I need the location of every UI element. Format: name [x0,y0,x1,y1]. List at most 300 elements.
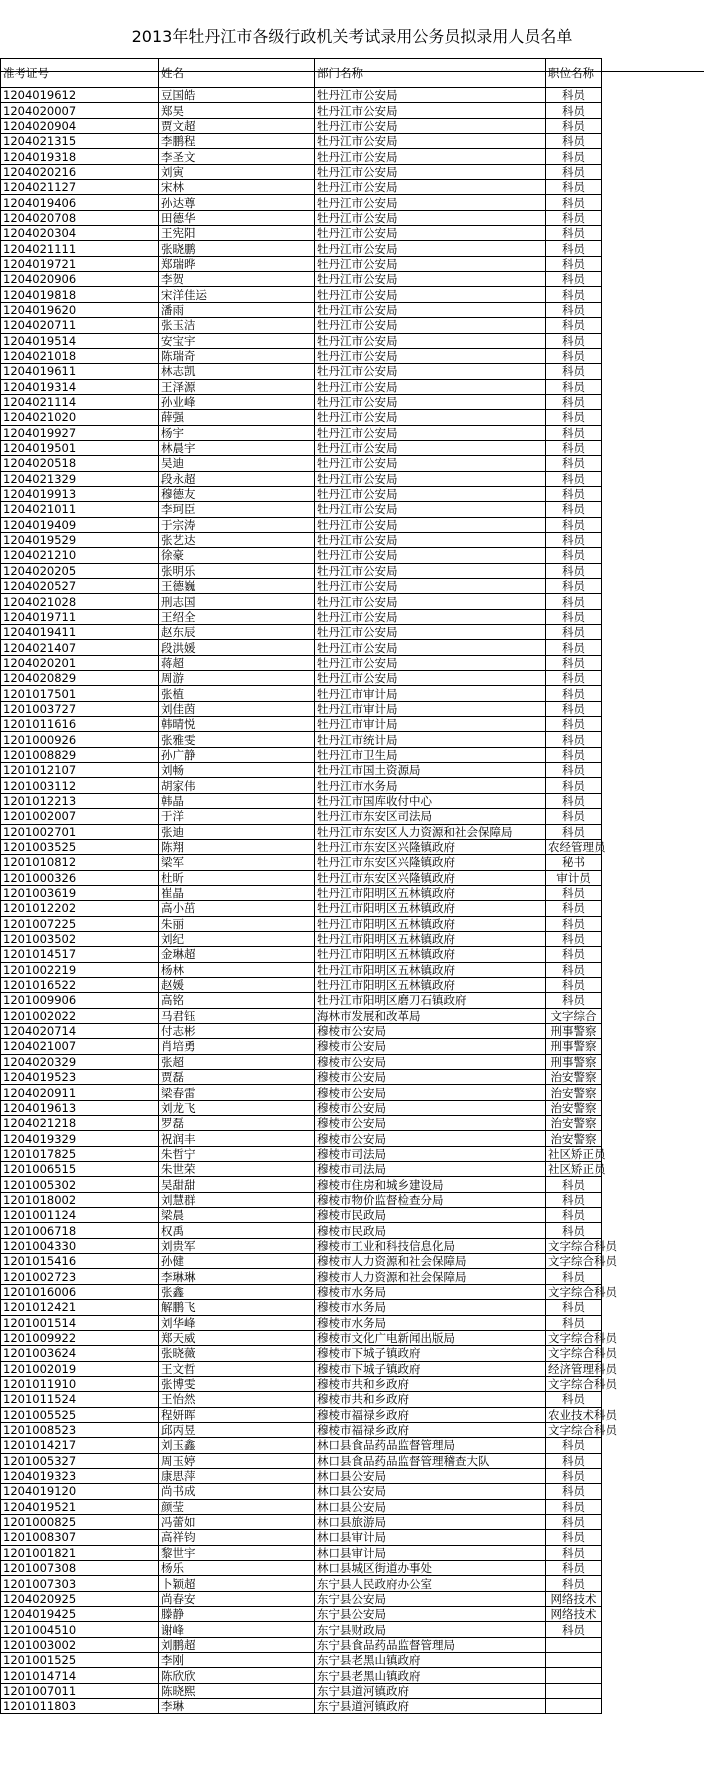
cell-department: 牡丹江市阳明区五林镇政府 [315,947,546,962]
cell-exam-id: 1201005327 [1,1453,159,1468]
cell-name: 杨宇 [159,425,315,440]
cell-department: 穆棱市公安局 [315,1100,546,1115]
cell-position: 治安警察 [546,1070,602,1085]
table-row [1,1422,602,1437]
cell-position: 社区矫正员 [546,1146,602,1161]
table-row [1,1070,602,1085]
cell-exam-id: 1201001821 [1,1545,159,1560]
table-row [1,1591,602,1606]
cell-name: 郑瑞晔 [159,256,315,271]
table-row [1,1223,602,1238]
cell-position: 网络技术 [546,1607,602,1622]
table-row [1,763,602,778]
cell-exam-id: 1204019314 [1,379,159,394]
cell-position: 科员 [546,1177,602,1192]
cell-position: 科员 [546,885,602,900]
cell-exam-id: 1204019323 [1,1468,159,1483]
cell-position: 科员 [546,532,602,547]
cell-position: 治安警察 [546,1116,602,1131]
cell-name: 黎世宇 [159,1545,315,1560]
table-row [1,548,602,563]
cell-department: 牡丹江市公安局 [315,210,546,225]
cell-exam-id: 1201007303 [1,1576,159,1591]
cell-position: 科员 [546,149,602,164]
table-row [1,241,602,256]
cell-department: 穆棱市共和乡政府 [315,1376,546,1391]
cell-name: 李珂臣 [159,502,315,517]
cell-department: 牡丹江市公安局 [315,655,546,670]
cell-name: 吴迪 [159,456,315,471]
cell-department: 牡丹江市公安局 [315,118,546,133]
cell-position: 科员 [546,809,602,824]
cell-name: 周游 [159,671,315,686]
cell-exam-id: 1201012421 [1,1300,159,1315]
cell-exam-id: 1204021028 [1,594,159,609]
cell-department: 牡丹江市公安局 [315,364,546,379]
table-row [1,1407,602,1422]
cell-exam-id: 1201002219 [1,962,159,977]
cell-exam-id: 1201017501 [1,686,159,701]
cell-exam-id: 1204020925 [1,1591,159,1606]
cell-position: 科员 [546,1576,602,1591]
cell-exam-id: 1204020527 [1,579,159,594]
cell-department: 牡丹江市公安局 [315,517,546,532]
cell-position: 治安警察 [546,1085,602,1100]
table-row [1,1177,602,1192]
table-row [1,1284,602,1299]
table-row [1,594,602,609]
cell-name: 刘纪 [159,931,315,946]
table-row [1,1023,602,1038]
table-row [1,977,602,992]
cell-department: 牡丹江市统计局 [315,732,546,747]
table-row [1,134,602,149]
table-row [1,1054,602,1069]
cell-exam-id: 1204019521 [1,1499,159,1514]
cell-position: 科员 [546,1453,602,1468]
table-row [1,579,602,594]
cell-name: 张鑫 [159,1284,315,1299]
cell-exam-id: 1201006515 [1,1162,159,1177]
cell-position: 文字综合科员 [546,1238,602,1253]
cell-name: 金琳超 [159,947,315,962]
cell-department: 牡丹江市公安局 [315,425,546,440]
table-row [1,1208,602,1223]
table-row [1,1499,602,1514]
cell-name: 刘佳茵 [159,701,315,716]
cell-department: 牡丹江市审计局 [315,686,546,701]
cell-name: 段永超 [159,471,315,486]
cell-name: 穆德友 [159,486,315,501]
cell-position: 科员 [546,701,602,716]
cell-department: 穆棱市民政局 [315,1208,546,1223]
cell-position: 文字综合科员 [546,1254,602,1269]
cell-position: 科员 [546,456,602,471]
cell-position: 科员 [546,1484,602,1499]
cell-name: 朱哲宁 [159,1146,315,1161]
cell-name: 李刚 [159,1653,315,1668]
cell-position: 科员 [546,778,602,793]
cell-name: 张晓薇 [159,1346,315,1361]
cell-name: 张博雯 [159,1376,315,1391]
cell-position [546,1699,602,1714]
cell-name: 陈翔 [159,839,315,854]
cell-name: 朱世荣 [159,1162,315,1177]
cell-exam-id: 1201002723 [1,1269,159,1284]
cell-name: 祝润丰 [159,1131,315,1146]
cell-name: 高小茁 [159,901,315,916]
table-row [1,671,602,686]
cell-exam-id: 1201007011 [1,1683,159,1698]
cell-exam-id: 1201014714 [1,1668,159,1683]
cell-department: 牡丹江市公安局 [315,149,546,164]
cell-exam-id: 1204019818 [1,287,159,302]
cell-exam-id: 1201012202 [1,901,159,916]
cell-position: 科员 [546,625,602,640]
cell-name: 孙健 [159,1254,315,1269]
cell-position: 科员 [546,1468,602,1483]
cell-department: 牡丹江市公安局 [315,348,546,363]
cell-name: 于宗涛 [159,517,315,532]
cell-department: 林口县公安局 [315,1484,546,1499]
cell-name: 王文哲 [159,1361,315,1376]
cell-name: 李贺 [159,272,315,287]
cell-department: 穆棱市公安局 [315,1085,546,1100]
cell-department: 牡丹江市公安局 [315,302,546,317]
cell-department: 牡丹江市公安局 [315,318,546,333]
cell-name: 罗磊 [159,1116,315,1131]
cell-exam-id: 1201003502 [1,931,159,946]
cell-name: 王泽源 [159,379,315,394]
cell-exam-id: 1201018002 [1,1192,159,1207]
cell-department: 牡丹江市公安局 [315,287,546,302]
table-row [1,440,602,455]
cell-position: 科员 [546,364,602,379]
cell-exam-id: 1201016522 [1,977,159,992]
cell-name: 孙广静 [159,747,315,762]
cell-department: 牡丹江市公安局 [315,563,546,578]
table-row [1,1545,602,1560]
col-header-department: 部门名称 [315,59,546,88]
cell-department: 穆棱市司法局 [315,1162,546,1177]
cell-name: 刘寅 [159,164,315,179]
cell-name: 尚春安 [159,1591,315,1606]
cell-department: 牡丹江市公安局 [315,625,546,640]
cell-name: 孙业峰 [159,394,315,409]
cell-exam-id: 1201007225 [1,916,159,931]
table-row [1,88,602,103]
cell-name: 刘鹏超 [159,1637,315,1652]
table-row [1,394,602,409]
cell-name: 于洋 [159,809,315,824]
cell-department: 牡丹江市公安局 [315,671,546,686]
table-row [1,103,602,118]
cell-name: 赵媛 [159,977,315,992]
col-header-name: 姓名 [159,59,315,88]
cell-department: 穆棱市司法局 [315,1146,546,1161]
cell-exam-id: 1201004330 [1,1238,159,1253]
cell-department: 牡丹江市公安局 [315,333,546,348]
cell-department: 林口县审计局 [315,1545,546,1560]
table-row [1,855,602,870]
cell-exam-id: 1204019411 [1,625,159,640]
table-row [1,1468,602,1483]
table-row [1,809,602,824]
cell-name: 杨乐 [159,1561,315,1576]
cell-department: 林口县城区街道办事处 [315,1561,546,1576]
cell-position: 科员 [546,256,602,271]
table-row [1,1346,602,1361]
cell-position: 社区矫正员 [546,1162,602,1177]
cell-name: 梁春雷 [159,1085,315,1100]
cell-department: 海林市发展和改革局 [315,1008,546,1023]
cell-department: 牡丹江市公安局 [315,609,546,624]
cell-name: 林晨宇 [159,440,315,455]
table-row [1,839,602,854]
cell-name: 陈晓熙 [159,1683,315,1698]
cell-name: 胡家伟 [159,778,315,793]
cell-position: 科员 [546,1438,602,1453]
cell-name: 王德巍 [159,579,315,594]
cell-name: 付志彬 [159,1023,315,1038]
cell-department: 牡丹江市公安局 [315,226,546,241]
cell-name: 李圣文 [159,149,315,164]
cell-position: 科员 [546,640,602,655]
cell-exam-id: 1204019120 [1,1484,159,1499]
cell-exam-id: 1204020201 [1,655,159,670]
cell-position: 秘书 [546,855,602,870]
cell-name: 贾磊 [159,1070,315,1085]
table-row [1,1484,602,1499]
table-row [1,655,602,670]
cell-department: 牡丹江市阳明区五林镇政府 [315,962,546,977]
table-row [1,1116,602,1131]
cell-exam-id: 1204019913 [1,486,159,501]
cell-exam-id: 1204021020 [1,410,159,425]
cell-exam-id: 1204021007 [1,1039,159,1054]
cell-position: 科员 [546,486,602,501]
cell-name: 高铭 [159,993,315,1008]
cell-name: 段洪媛 [159,640,315,655]
cell-department: 穆棱市人力资源和社会保障局 [315,1254,546,1269]
cell-exam-id: 1201008829 [1,747,159,762]
cell-exam-id: 1204019611 [1,364,159,379]
cell-position: 文字综合科员 [546,1422,602,1437]
cell-exam-id: 1201011524 [1,1392,159,1407]
cell-name: 解鹏飞 [159,1300,315,1315]
cell-department: 林口县审计局 [315,1530,546,1545]
cell-name: 王绍全 [159,609,315,624]
cell-department: 东宁县公安局 [315,1607,546,1622]
cell-department: 牡丹江市阳明区磨刀石镇政府 [315,993,546,1008]
cell-exam-id: 1201003624 [1,1346,159,1361]
cell-department: 牡丹江市公安局 [315,594,546,609]
cell-name: 张植 [159,686,315,701]
cell-exam-id: 1204019529 [1,532,159,547]
cell-exam-id: 1204019425 [1,1607,159,1622]
cell-position: 科员 [546,977,602,992]
table-row [1,885,602,900]
cell-exam-id: 1204020711 [1,318,159,333]
table-row [1,180,602,195]
cell-position: 科员 [546,717,602,732]
cell-position: 科员 [546,671,602,686]
table-row [1,1162,602,1177]
cell-exam-id: 1201016006 [1,1284,159,1299]
table-row [1,226,602,241]
cell-exam-id: 1204019927 [1,425,159,440]
cell-position: 科员 [546,241,602,256]
table-row [1,1085,602,1100]
cell-name: 陈欣欣 [159,1668,315,1683]
table-row [1,1146,602,1161]
cell-department: 穆棱市民政局 [315,1223,546,1238]
cell-exam-id: 1201009906 [1,993,159,1008]
cell-position: 科员 [546,103,602,118]
cell-position: 科员 [546,962,602,977]
cell-department: 牡丹江市东安区司法局 [315,809,546,824]
table-row [1,149,602,164]
table-row [1,1330,602,1345]
cell-exam-id: 1204021218 [1,1116,159,1131]
table-row [1,686,602,701]
cell-exam-id: 1201002019 [1,1361,159,1376]
cell-position: 科员 [546,1269,602,1284]
table-body [1,88,617,1714]
cell-exam-id: 1201007308 [1,1561,159,1576]
cell-department: 牡丹江市公安局 [315,502,546,517]
table-row [1,348,602,363]
table-row [1,1530,602,1545]
cell-position: 科员 [546,594,602,609]
cell-name: 刘玉鑫 [159,1438,315,1453]
cell-exam-id: 1204019318 [1,149,159,164]
cell-position: 科员 [546,287,602,302]
table-row [1,517,602,532]
cell-name: 梁军 [159,855,315,870]
cell-name: 刘华峰 [159,1315,315,1330]
cell-position: 文字综合 [546,1008,602,1023]
table-row [1,1514,602,1529]
cell-department: 林口县食品药品监督管理局 [315,1438,546,1453]
cell-name: 潘雨 [159,302,315,317]
cell-department: 牡丹江市公安局 [315,88,546,103]
cell-position: 科员 [546,164,602,179]
cell-position: 科员 [546,471,602,486]
cell-exam-id: 1204021210 [1,548,159,563]
cell-exam-id: 1204020518 [1,456,159,471]
cell-exam-id: 1204019514 [1,333,159,348]
cell-position: 科员 [546,1192,602,1207]
cell-name: 梁晨 [159,1208,315,1223]
table-row [1,1192,602,1207]
table-row [1,1100,602,1115]
cell-position: 科员 [546,517,602,532]
table-row [1,456,602,471]
cell-exam-id: 1201017825 [1,1146,159,1161]
cell-name: 马君钰 [159,1008,315,1023]
cell-department: 牡丹江市东安区人力资源和社会保障局 [315,824,546,839]
cell-position: 科员 [546,579,602,594]
cell-name: 贾文超 [159,118,315,133]
cell-exam-id: 1201000825 [1,1514,159,1529]
cell-position: 科员 [546,1315,602,1330]
cell-position: 科员 [546,609,602,624]
cell-position: 科员 [546,548,602,563]
cell-position: 科员 [546,747,602,762]
table-row [1,1361,602,1376]
table-row [1,502,602,517]
cell-exam-id: 1201005525 [1,1407,159,1422]
cell-position: 科员 [546,394,602,409]
table-row [1,778,602,793]
cell-position: 科员 [546,333,602,348]
cell-department: 穆棱市水务局 [315,1300,546,1315]
cell-department: 牡丹江市阳明区五林镇政府 [315,901,546,916]
table-row [1,640,602,655]
cell-department: 穆棱市人力资源和社会保障局 [315,1269,546,1284]
cell-department: 东宁县道河镇政府 [315,1699,546,1714]
cell-exam-id: 1201003002 [1,1637,159,1652]
table-row [1,1653,602,1668]
cell-position: 科员 [546,210,602,225]
cell-department: 穆棱市水务局 [315,1315,546,1330]
cell-department: 穆棱市福禄乡政府 [315,1422,546,1437]
table-row [1,256,602,271]
cell-name: 冯蕾如 [159,1514,315,1529]
cell-name: 王宪阳 [159,226,315,241]
cell-name: 张超 [159,1054,315,1069]
cell-exam-id: 1201011616 [1,717,159,732]
cell-position: 科员 [546,901,602,916]
cell-name: 卜颖超 [159,1576,315,1591]
cell-department: 穆棱市共和乡政府 [315,1392,546,1407]
cell-exam-id: 1204020216 [1,164,159,179]
cell-exam-id: 1204021011 [1,502,159,517]
table-row [1,1699,602,1714]
cell-name: 李鹏程 [159,134,315,149]
cell-exam-id: 1204021114 [1,394,159,409]
cell-position: 科员 [546,947,602,962]
cell-name: 崔晶 [159,885,315,900]
table-row [1,1438,602,1453]
cell-department: 东宁县食品药品监督管理局 [315,1637,546,1652]
cell-position: 科员 [546,118,602,133]
cell-exam-id: 1201012213 [1,793,159,808]
table-row [1,732,602,747]
cell-exam-id: 1204020714 [1,1023,159,1038]
cell-department: 牡丹江市公安局 [315,180,546,195]
cell-name: 薛强 [159,410,315,425]
cell-position: 科员 [546,226,602,241]
cell-department: 牡丹江市公安局 [315,256,546,271]
cell-department: 穆棱市公安局 [315,1023,546,1038]
cell-exam-id: 1204019721 [1,256,159,271]
table-row [1,1683,602,1698]
cell-exam-id: 1204021111 [1,241,159,256]
cell-position: 治安警察 [546,1100,602,1115]
cell-department: 东宁县人民政府办公室 [315,1576,546,1591]
cell-department: 牡丹江市审计局 [315,701,546,716]
table-row [1,1131,602,1146]
cell-name: 林志凯 [159,364,315,379]
cell-position: 科员 [546,318,602,333]
cell-name: 田德华 [159,210,315,225]
cell-exam-id: 1201010812 [1,855,159,870]
cell-department: 牡丹江市公安局 [315,456,546,471]
page-title: 2013年牡丹江市各级行政机关考试录用公务员拟录用人员名单 [0,0,704,72]
cell-exam-id: 1201014217 [1,1438,159,1453]
